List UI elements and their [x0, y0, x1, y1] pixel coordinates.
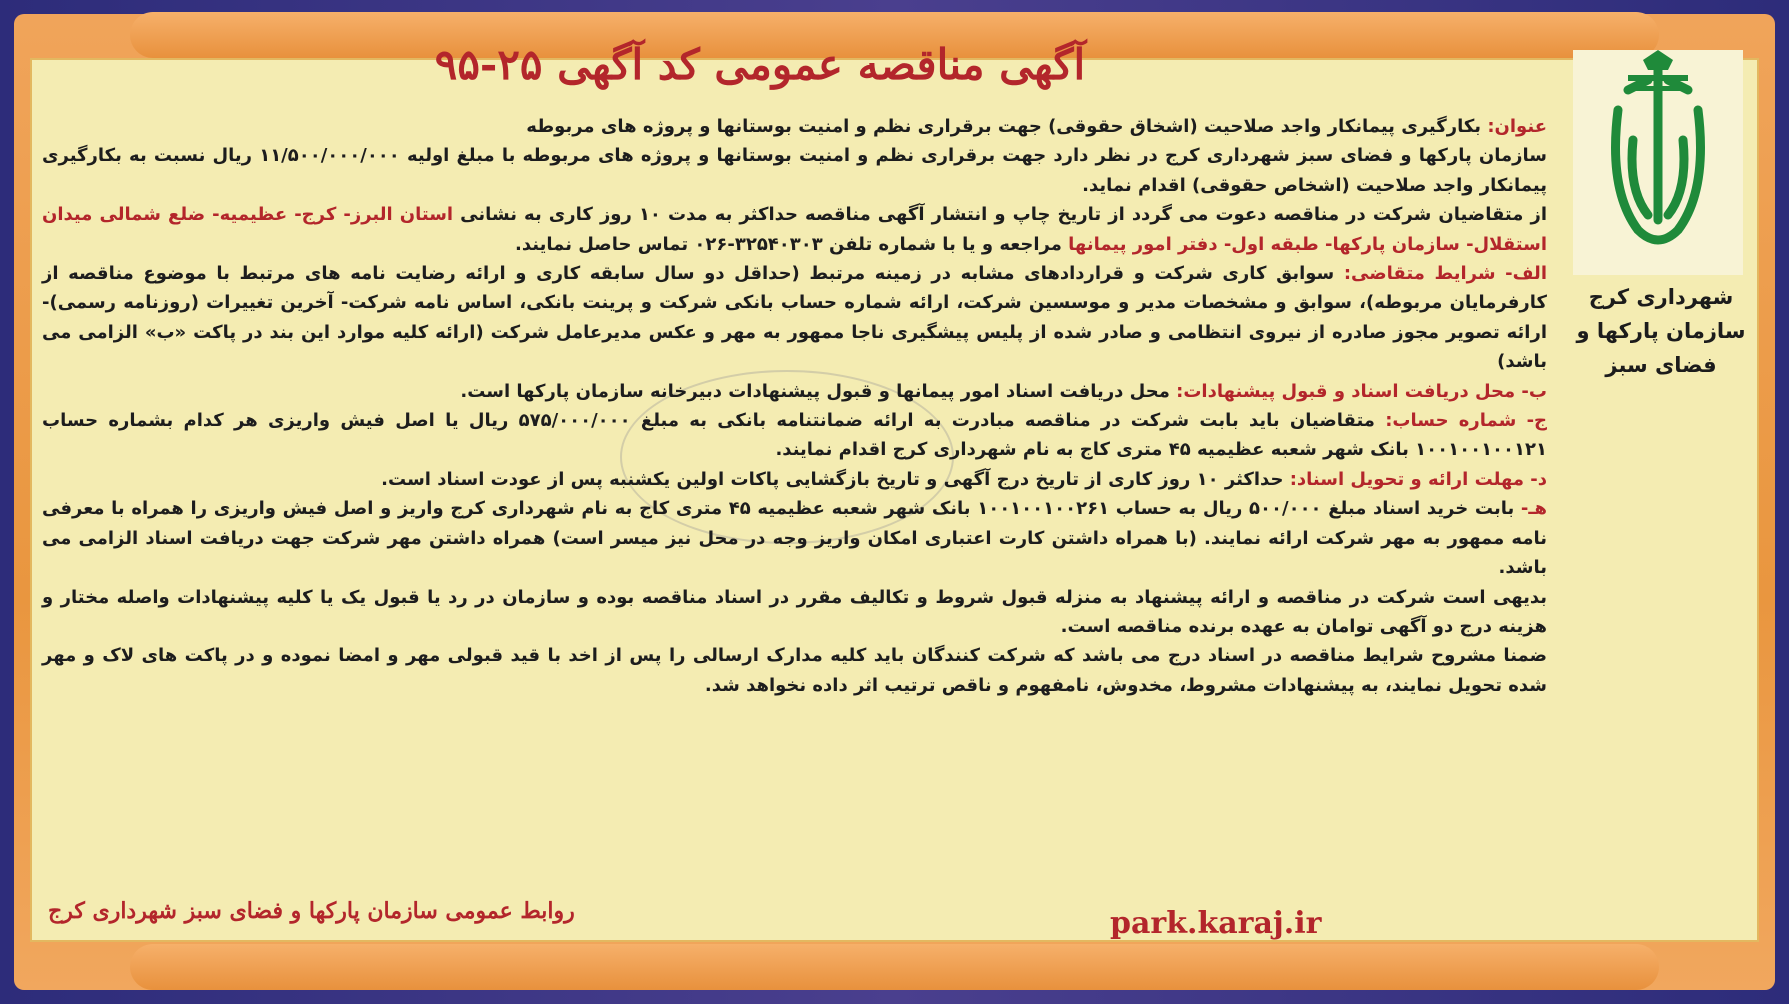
paragraph-details: [42, 641, 1547, 700]
paragraph-label: د- مهلت ارائه و تحویل اسناد:: [1289, 468, 1547, 490]
paragraph-conditions: [42, 259, 1547, 377]
logo: [1573, 50, 1743, 275]
paragraph-deadline: [42, 465, 1547, 494]
org-line: فضای سبز: [1605, 353, 1717, 377]
public-relations-signature: روابط عمومی سازمان پارکها و فضای سبز شهرداری کرج: [48, 898, 575, 924]
paragraph-text: ضمنا مشروح شرایط مناقصه در اسناد درج می باشد که شرکت کنندگان باید کلیه مدارک ارسالی را پس از اخد با قید قبولی مهر و امضا نموده و در پاکت های لاک و مهر شده تحویل نمایند، به پیشنهادات مشروط، مخدوش، نامفهوم و ناقص ترتیب اثر داده نخواهد شد.: [42, 645, 1547, 696]
paragraph-text: مراجعه و یا با شماره تلفن ۳۲۵۴۰۳۰۳-۰۲۶ تماس حاصل نمایند.: [515, 233, 1069, 255]
karaj-parks-logo-icon: [1588, 50, 1728, 270]
paragraph-documents-location: [42, 377, 1547, 406]
paragraph-label: الف- شرایط متقاضی:: [1343, 263, 1547, 285]
paragraph-text: محل دریافت اسناد امور پیمانها و قبول پیشنهادات دبیرخانه سازمان پارکها است.: [460, 380, 1177, 402]
paragraph-label: ب- محل دریافت اسناد و قبول پیشنهادات:: [1176, 380, 1547, 402]
paragraph-acceptance: [42, 583, 1547, 642]
paragraph-intro: [42, 141, 1547, 200]
paragraph-invitation: [42, 200, 1547, 259]
organization-name: [1571, 280, 1751, 382]
org-line: سازمان پارکها و: [1576, 319, 1746, 343]
address-text: استان البرز- کرج- عظیمیه- ضلع شمالی میدان استقلال- سازمان پارکها- طبقه اول- دفتر امور پیمانها: [42, 204, 1547, 255]
org-line: شهرداری کرج: [1588, 285, 1734, 309]
paragraph-text: متقاضیان باید بابت شرکت در مناقصه مبادرت به ارائه ضمانتنامه بانکی به مبلغ ۵۷۵/۰۰۰/۰۰۰ ریال یا اصل فیش واریزی هر کدام بشماره حساب ۱۰۰۱۰۰۱۰۰۱۲۱ بانک شهر شعبه عظیمیه ۴۵ متری کاج به نام شهرداری کرج اقدام نمایند.: [42, 410, 1547, 461]
paragraph-text: سازمان پارکها و فضای سبز شهرداری کرج در نظر دارد جهت برقراری نظم و امنیت بوستانها و پروژه های مربوطه با مبلغ اولیه ۱۱/۵۰۰/۰۰۰/۰۰۰ ریال نسبت به بکارگیری پیمانکار واجد صلاحیت (اشخاص حقوقی) اقدام نماید.: [42, 145, 1547, 196]
paragraph-text: بابت خرید اسناد مبلغ ۵۰۰/۰۰۰ ریال به حساب ۱۰۰۱۰۰۱۰۰۲۶۱ بانک شهر شعبه عظیمیه ۴۵ متری کاج به نام شهرداری کرج واریز و اصل فیش واریزی را همراه با معرفی نامه ممهور به مهر شرکت ارائه نمایند. (با همراه داشتن کارت اعتباری امکان واریز وجه در محل نیز میسر است) همراه داشتن مهر شرکت جهت دریافت اسناد الزامی می باشد.: [42, 498, 1547, 579]
paragraph-text: از متقاضیان شرکت در مناقصه دعوت می گردد از تاریخ چاپ و انتشار آگهی مناقصه حداکثر به مدت ۱۰ روز کاری به نشانی: [453, 204, 1548, 226]
paragraph-text: بدیهی است شرکت در مناقصه و ارائه پیشنهاد به منزله قبول شروط و تکالیف مقرر در اسناد مناقصه بوده و سازمان در رد یا قبول یک یا کلیه پیشنهادات واصله مختار و هزینه درج دو آگهی توامان به عهده برنده مناقصه است.: [42, 586, 1547, 637]
bottom-band: [130, 944, 1659, 990]
website-url: park.karaj.ir: [1110, 906, 1322, 941]
paragraph-text: سوابق کاری شرکت و قراردادهای مشابه در زمینه مرتبط (حداقل دو سال سابقه کاری و ارائه رضایت نامه های مرتبط با موضوع مناقصه از کارفرمایان مربوطه)، سوابق و مشخصات مدیر و موسسین شرکت، ارائه شماره حساب بانکی شرکت و پرینت بانکی، اساس نامه شرکت- آخرین تغییرات (روزنامه رسمی)- ارائه تصویر مجوز صادره از نیروی انتظامی و صادر شده از پلیس پیشگیری ناجا ممهور به مهر و عکس مدیرعامل شرکت (ارائه کلیه موارد این بند در پاکت «ب» الزامی می باشد): [42, 263, 1547, 373]
paragraph-label: ج- شماره حساب:: [1385, 410, 1548, 432]
paragraph-label: عنوان:: [1487, 116, 1547, 137]
ad-title: آگهی مناقصه عمومی کد آگهی ۲۵-۹۵: [434, 40, 1086, 89]
paragraph-account: [42, 406, 1547, 465]
ad-body: [42, 112, 1547, 700]
paragraph-text: بکارگیری پیمانکار واجد صلاحیت (اشخاق حقوقی) جهت برقراری نظم و امنیت بوستانها و پروژه های مربوطه: [526, 116, 1488, 137]
paragraph-label: هـ-: [1520, 498, 1547, 520]
paragraph-text: حداکثر ۱۰ روز کاری از تاریخ درج آگهی و تاریخ بازگشایی پاکات اولین یکشنبه پس از عودت اسناد است.: [381, 468, 1290, 490]
paragraph-purchase: [42, 494, 1547, 582]
paragraph-subject: [42, 112, 1547, 141]
